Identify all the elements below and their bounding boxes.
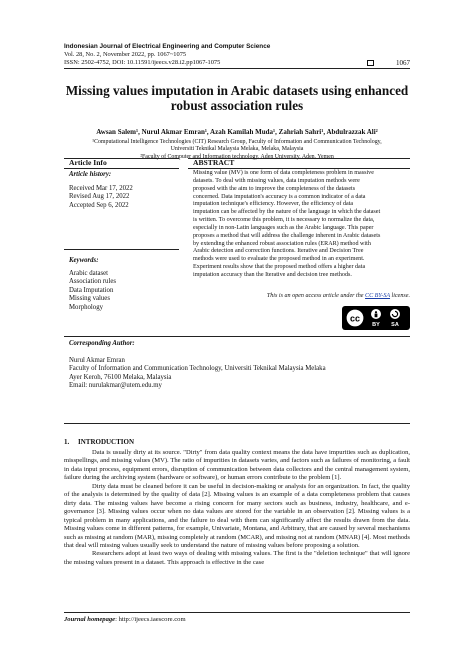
abstract-line: Experiment results show that the proposed method offers a higher data: [193, 264, 366, 271]
keyword: Data Imputation: [69, 286, 114, 294]
journal-homepage: [64, 616, 186, 623]
corresponding-name: Nurul Akmar Emran: [69, 356, 125, 364]
affiliation-1: ¹Computational Intelligence Technologies (CIT) Research Group, Faculty of Information and Communication Technology,: [92, 139, 382, 145]
paragraph: Researchers adopt at least two ways of dealing with missing values. The first is the "deletion technique" that will ignore the missing values present in a dataset. This approach is effective in the case: [64, 550, 410, 566]
abstract-line: datasets. To deal with missing values, data imputation methods were: [193, 177, 360, 184]
keyword: Association rules: [69, 278, 117, 286]
abstract-line: methods were used to evaluate the proposed method in an experiment.: [193, 256, 365, 263]
title-line-2: robust association rules: [170, 98, 304, 113]
keywords-rule: [64, 249, 179, 250]
page-number: 1067: [396, 59, 410, 67]
corresponding-heading: Corresponding Author:: [69, 340, 135, 347]
abstract-line: Arabic detection and correction functions. Iterative and Decision Tree: [193, 248, 364, 255]
keyword: Morphology: [69, 303, 103, 311]
header-rule: [64, 68, 410, 69]
corresponding-faculty: Faculty of Information and Communication Technology, Universiti Teknikal Malaysia Melaka: [69, 365, 326, 373]
cc-mark: cc: [349, 313, 361, 324]
affiliation-1-cont: Universiti Teknikal Malaysia Melaka, Melaka, Malaysia: [170, 146, 304, 153]
abstract-line: concerned. Data imputation's accuracy is a common indicator of a data: [193, 193, 366, 200]
cc-by-sa-icon: [345, 308, 407, 328]
by-mark: BY: [372, 322, 380, 328]
history-label: Article history:: [69, 171, 112, 178]
volume-info: Vol. 28, No. 2, November 2022, pp. 1067~1075: [64, 51, 187, 58]
open-access-prefix: This is an open access article under the: [266, 293, 366, 299]
corresponding-address: Ayer Keroh, 76100 Melaka, Malaysia: [69, 373, 172, 381]
homepage-url[interactable]: : http://ijeecs.iaescore.com: [115, 616, 186, 623]
affiliation-2: ²Faculty of Computer and Information technology, Aden University, Aden, Yemen: [140, 153, 334, 160]
abstract-text: [193, 170, 411, 280]
abstract-line: Missing value (MV) is one form of data completeness problem in massive: [193, 170, 374, 176]
page-box-icon: [367, 60, 374, 66]
abstract-line: is written. To overcome this problem, it is necessary to normalize the data,: [193, 217, 375, 224]
open-access-note: [267, 293, 410, 299]
article-info-heading: Article Info: [69, 158, 107, 167]
keywords-label: Keywords:: [69, 257, 99, 264]
article-history: [69, 171, 133, 210]
open-access-suffix: license.: [390, 293, 410, 299]
title-line-1: Missing values imputation in Arabic datasets using enhanced: [65, 83, 409, 98]
abstract-heading-rule: [188, 168, 410, 169]
paragraph: Dirty data must be cleaned before it can be useful in decision-making or analysis for an organization. In fact, the quality of the analysis is determined by the quality of data [2]. Missing values is an example of a data completeness problem that causes dirty data. The missing values have become a rising concern for many sectors such as business, industry, healthcare, and e-governance [3]. Missing values occur when no data values are stored for the variable in an observation [2]. Missing values is a typical problem in many applications, and the failure to deal with them can significantly affect the results drawn from the data. Missing values come in different patterns, for example, Univariate, Montana, and Arbitrary, that are caused by several mechanisms such as missing at random (MAR), missing completely at random (MCAR), and missing not at random (MNAR) [4]. Most methods that deal will missing values usually seek to understand the nature of missing values before proposing a solution.: [64, 482, 410, 549]
info-heading-rule: [64, 168, 179, 169]
footer-rule: [64, 612, 410, 613]
section-heading-introduction: 1. INTRODUCTION: [64, 438, 135, 446]
corresponding-author: [69, 340, 326, 391]
abstract-line: proposes a method that will address the challenge inherent in Arabic datasets: [193, 232, 381, 239]
abstract-bottom-rule: [64, 336, 410, 337]
issn-doi: ISSN: 2502-4752, DOI: 10.11591/ijeecs.v28.i2.pp1067-1075: [64, 59, 221, 66]
sa-mark: SA: [391, 322, 399, 328]
corresponding-bottom-rule: [64, 423, 410, 424]
license-link[interactable]: CC BY-SA: [365, 293, 391, 299]
author-list: Awsan Salem¹, Nurul Akmar Emran¹, Azah Kamilah Muda¹, Zahriah Sahri¹, Abdulrazzak Ali²: [96, 128, 378, 136]
abstract-heading: ABSTRACT: [193, 158, 235, 167]
paper-title: [64, 83, 410, 113]
abstract-line: proposed with the aim to improve the completeness of the datasets: [193, 185, 356, 192]
corresponding-email[interactable]: Email: nurulakmar@utem.edu.my: [69, 382, 162, 390]
abstract-line: imputation technique's efficiency. However, the efficiency of data: [193, 201, 354, 208]
paragraph: Data is usually dirty at its source. "Dirty" from data quality context means the data have impurities such as duplication, misspellings, and missing values (MV). The ratio of impurities in datasets varies, and factors such as failures of monitoring, a fault in data input process, equipment errors, disruption of communication between data collectors and the central management system, failure during the archiving system (hardware or software), or human errors contribute to the problem [1].: [64, 449, 410, 482]
abstract-line: imputation can be affected by the nature of the language in which the dataset: [193, 209, 381, 216]
journal-header: [64, 43, 270, 67]
revised-date: Revised Aug 17, 2022: [69, 193, 130, 201]
homepage-label: Journal homepage: [64, 616, 116, 623]
journal-name: Indonesian Journal of Electrical Engineering and Computer Science: [64, 43, 271, 50]
keywords-block: [69, 257, 116, 313]
introduction-body: [64, 449, 410, 567]
keyword: Missing values: [69, 295, 110, 303]
abstract-line: especially in non-Latin languages such as the Arabic language. This paper: [193, 224, 374, 231]
accepted-date: Accepted Sep 6, 2022: [69, 201, 129, 209]
cc-license-badge[interactable]: [342, 306, 410, 330]
abstract-line: by extending the enhanced robust association rules (ERAR) method with: [193, 240, 371, 247]
keyword: Arabic dataset: [69, 269, 109, 277]
received-date: Received Mar 17, 2022: [69, 184, 133, 192]
abstract-line: imputation accuracy than the Iterative and decision tree methods.: [193, 271, 352, 278]
